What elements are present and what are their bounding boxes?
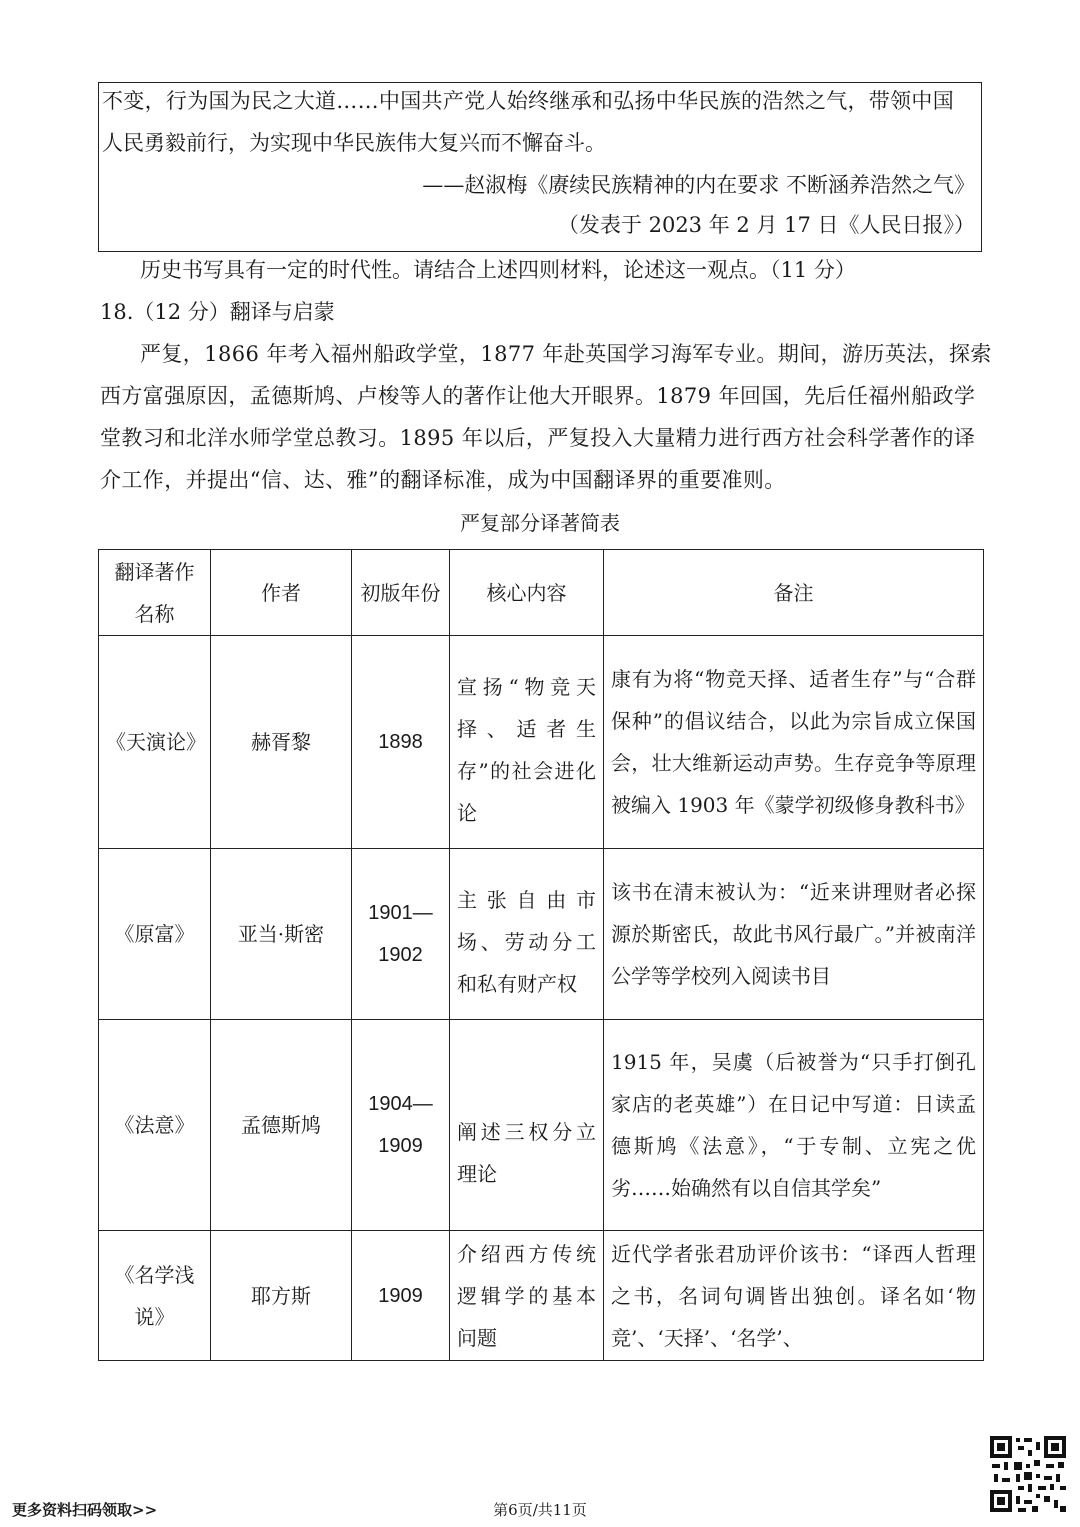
header-year: 初版年份 <box>352 550 450 636</box>
source-line-2: 人民勇毅前行，为实现中华民族伟大复兴而不懈奋斗。 <box>102 131 606 155</box>
cell-note: 康有为将“物竞天择、适者生存”与“合群保种”的倡议结合，以此为宗旨成立保国会，壮大维新运动声势。生存竞争等原理被编入 1903 年《蒙学初级修身教科书》 <box>604 636 984 849</box>
table-row <box>99 849 984 1020</box>
qr-code-icon <box>988 1434 1068 1514</box>
source-attribution: ——赵淑梅《赓续民族精神的内在要求 不断涵养浩然之气》 <box>422 173 975 197</box>
cell-title: 《天演论》 <box>99 636 211 849</box>
table-header-row <box>99 550 984 636</box>
cell-note: 该书在清末被认为：“近来讲理财者必探源於斯密氏，故此书风行最广。”并被南洋公学等学校列入阅读书目 <box>604 849 984 1020</box>
question-18-heading: 18.（12 分）翻译与启蒙 <box>100 300 335 324</box>
q18-paragraph-line-3: 堂教习和北洋水师学堂总教习。1895 年以后，严复投入大量精力进行西方社会科学著作的译 <box>100 426 976 450</box>
q18-paragraph-line-1: 严复，1866 年考入福州船政学堂，1877 年赴英国学习海军专业。期间，游历英法，探索 <box>140 342 992 366</box>
cell-author: 赫胥黎 <box>211 636 352 849</box>
q18-paragraph-line-2: 西方富强原因，孟德斯鸠、卢梭等人的著作让他大开眼界。1879 年回国，先后任福州船政学 <box>100 384 976 408</box>
cell-author: 亚当·斯密 <box>211 849 352 1020</box>
header-note: 备注 <box>604 550 984 636</box>
footer-scan-prompt: 更多资料扫码领取>> <box>12 1501 158 1519</box>
table-title: 严复部分译著简表 <box>460 511 620 535</box>
cell-core: 宣扬“物竞天择、适者生存”的社会进化论 <box>450 636 604 849</box>
table-row <box>99 636 984 849</box>
cell-year: 1898 <box>352 636 450 849</box>
cell-title: 《法意》 <box>99 1020 211 1231</box>
cell-author: 耶方斯 <box>211 1231 352 1361</box>
header-author: 作者 <box>211 550 352 636</box>
page-number: 第6页/共11页 <box>493 1501 587 1519</box>
header-title: 翻译著作名称 <box>99 550 211 636</box>
cell-note: 1915 年，吴虞（后被誉为“只手打倒孔家店的老英雄”）在日记中写道：日读孟德斯鸠《法意》，“于专制、立宪之优劣……始确然有以自信其学矣” <box>604 1020 984 1231</box>
cell-year: 1904—1909 <box>352 1020 450 1231</box>
source-line-1: 不变，行为国为民之大道……中国共产党人始终继承和弘扬中华民族的浩然之气，带领中国 <box>102 89 954 113</box>
cell-core: 阐述三权分立理论 <box>450 1020 604 1231</box>
question-17-task: 历史书写具有一定的时代性。请结合上述四则材料，论述这一观点。（11 分） <box>140 258 856 282</box>
source-publication: （发表于 2023 年 2 月 17 日《人民日报》） <box>557 213 975 237</box>
q18-paragraph-line-4: 介工作，并提出“信、达、雅”的翻译标准，成为中国翻译界的重要准则。 <box>100 468 786 492</box>
cell-core: 介绍西方传统逻辑学的基本问题 <box>450 1231 604 1361</box>
cell-core: 主张自由市场、劳动分工和私有财产权 <box>450 849 604 1020</box>
table-row <box>99 1231 984 1361</box>
cell-title: 《原富》 <box>99 849 211 1020</box>
cell-year: 1909 <box>352 1231 450 1361</box>
translations-table <box>98 549 984 1361</box>
cell-note: 近代学者张君劢评价该书：“译西人哲理之书，名词句调皆出独创。译名如‘物竞’、‘天择’、‘名学’、 <box>604 1231 984 1361</box>
cell-title: 《名学浅说》 <box>99 1231 211 1361</box>
header-core: 核心内容 <box>450 550 604 636</box>
source-quote-box <box>98 82 982 252</box>
cell-year: 1901—1902 <box>352 849 450 1020</box>
table-row <box>99 1020 984 1231</box>
cell-author: 孟德斯鸠 <box>211 1020 352 1231</box>
